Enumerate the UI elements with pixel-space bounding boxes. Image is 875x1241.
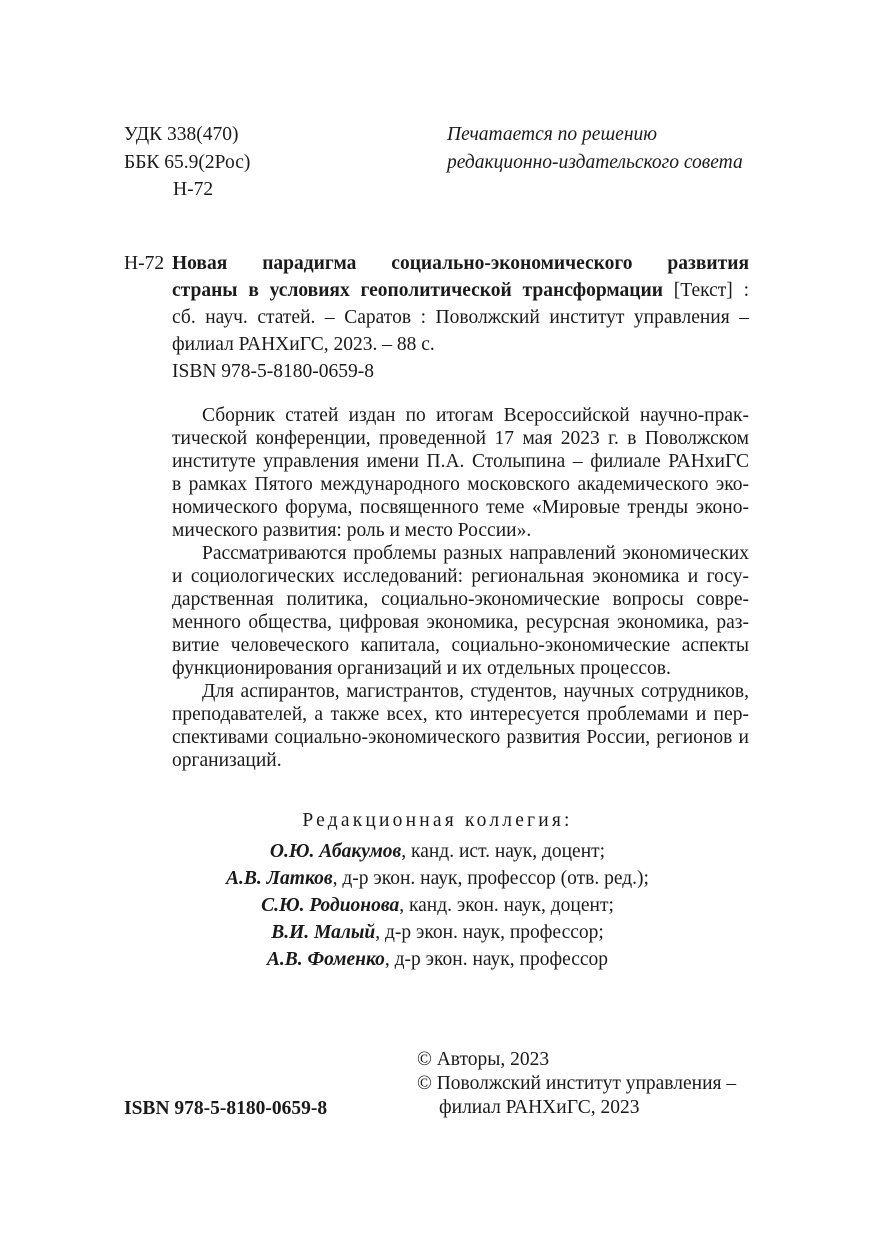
abstract-line: институте управления имени П.А. Столыпина – филиале РАНхиГС <box>172 451 749 472</box>
abstract-line: организаций. <box>172 750 282 771</box>
abstract-line: спективами социально-экономического развития России, регионов и <box>172 727 749 748</box>
abstract <box>172 404 749 772</box>
board-member <box>0 838 875 865</box>
board-member-info: , канд. экон. наук, доцент; <box>399 895 614 916</box>
editorial-board-title: Редакционная коллегия: <box>302 810 573 831</box>
record-isbn: ISBN 978-5-8180-0659-8 <box>172 361 375 382</box>
board-member-name: О.Ю. Абакумов <box>269 841 402 862</box>
abstract-line: Сборник статей издан по итогам Всероссийской научно-прак- <box>202 405 749 426</box>
author-mark: Н-72 <box>173 179 214 200</box>
record-type-tag: [Текст] : <box>663 280 749 301</box>
abstract-line: мического развития: роль и место России». <box>172 520 532 541</box>
board-member <box>0 919 875 946</box>
abstract-line: Рассматриваются проблемы разных направлений экономических <box>202 543 749 564</box>
board-member-info: , д-р экон. наук, профессор (отв. ред.); <box>332 868 649 889</box>
board-member-info: , д-р экон. наук, профессор <box>384 949 609 970</box>
bibliographic-record <box>172 250 749 385</box>
approval-line-1: Печатается по решению <box>447 124 658 145</box>
abstract-line: витие человеческого капитала, социально-экономические аспекты <box>172 635 749 656</box>
board-member-name: С.Ю. Родионова <box>261 895 400 916</box>
copyright-institute-line-2: филиал РАНХиГС, 2023 <box>439 1097 640 1118</box>
abstract-line: и социологических исследований: региональная экономика и госу- <box>172 566 749 587</box>
publication-approval <box>447 121 743 176</box>
copyright-block <box>417 1048 736 1120</box>
abstract-line: менного общества, цифровая экономика, ресурсная экономика, раз- <box>172 612 749 633</box>
record-line-4: филиал РАНХиГС, 2023. – 88 с. <box>172 334 435 355</box>
board-member <box>0 946 875 973</box>
board-member <box>0 892 875 919</box>
classification-codes <box>124 121 250 204</box>
record-author-mark: Н-72 <box>124 253 165 274</box>
board-member-name: А.В. Фоменко <box>266 949 385 970</box>
abstract-line: дарственная политика, социально-экономические вопросы совре- <box>172 589 749 610</box>
board-member-info: , канд. ист. наук, доцент; <box>401 841 606 862</box>
abstract-line: преподавателей, а также всех, кто интересуется проблемами и пер- <box>172 704 749 725</box>
board-member-name: В.И. Малый <box>271 922 376 943</box>
abstract-line: функционирования организаций и их отдельных процессов. <box>172 658 671 679</box>
udk-code: УДК 338(470) <box>124 124 239 145</box>
record-title-line-1: Новая парадигма социально-экономического развития <box>172 253 749 274</box>
copyright-institute-line-1: © Поволжский институт управления – <box>417 1073 737 1094</box>
editorial-board <box>0 838 875 973</box>
abstract-line: номического форума, посвященного теме «Мировые тренды эконо- <box>172 497 749 518</box>
board-member-info: , д-р экон. наук, профессор; <box>375 922 604 943</box>
record-line-3: сб. науч. статей. – Саратов : Поволжский институт управления – <box>172 307 749 328</box>
copyright-authors: © Авторы, 2023 <box>417 1049 550 1070</box>
bbk-code: ББК 65.9(2Рос) <box>124 151 251 173</box>
abstract-line: Для аспирантов, магистрантов, студентов, научных сотрудников, <box>202 681 749 702</box>
approval-line-2: редакционно-издательского совета <box>447 151 743 173</box>
abstract-line: в рамках Пятого международного московского академического эко- <box>172 474 749 495</box>
record-title-line-2: страны в условиях геополитической трансформации <box>172 280 663 301</box>
board-member <box>0 865 875 892</box>
isbn-footer: ISBN 978-5-8180-0659-8 <box>124 1098 328 1119</box>
abstract-line: тической конференции, проведенной 17 мая 2023 г. в Поволжском <box>172 428 749 449</box>
board-member-name: А.В. Латков <box>226 868 333 889</box>
